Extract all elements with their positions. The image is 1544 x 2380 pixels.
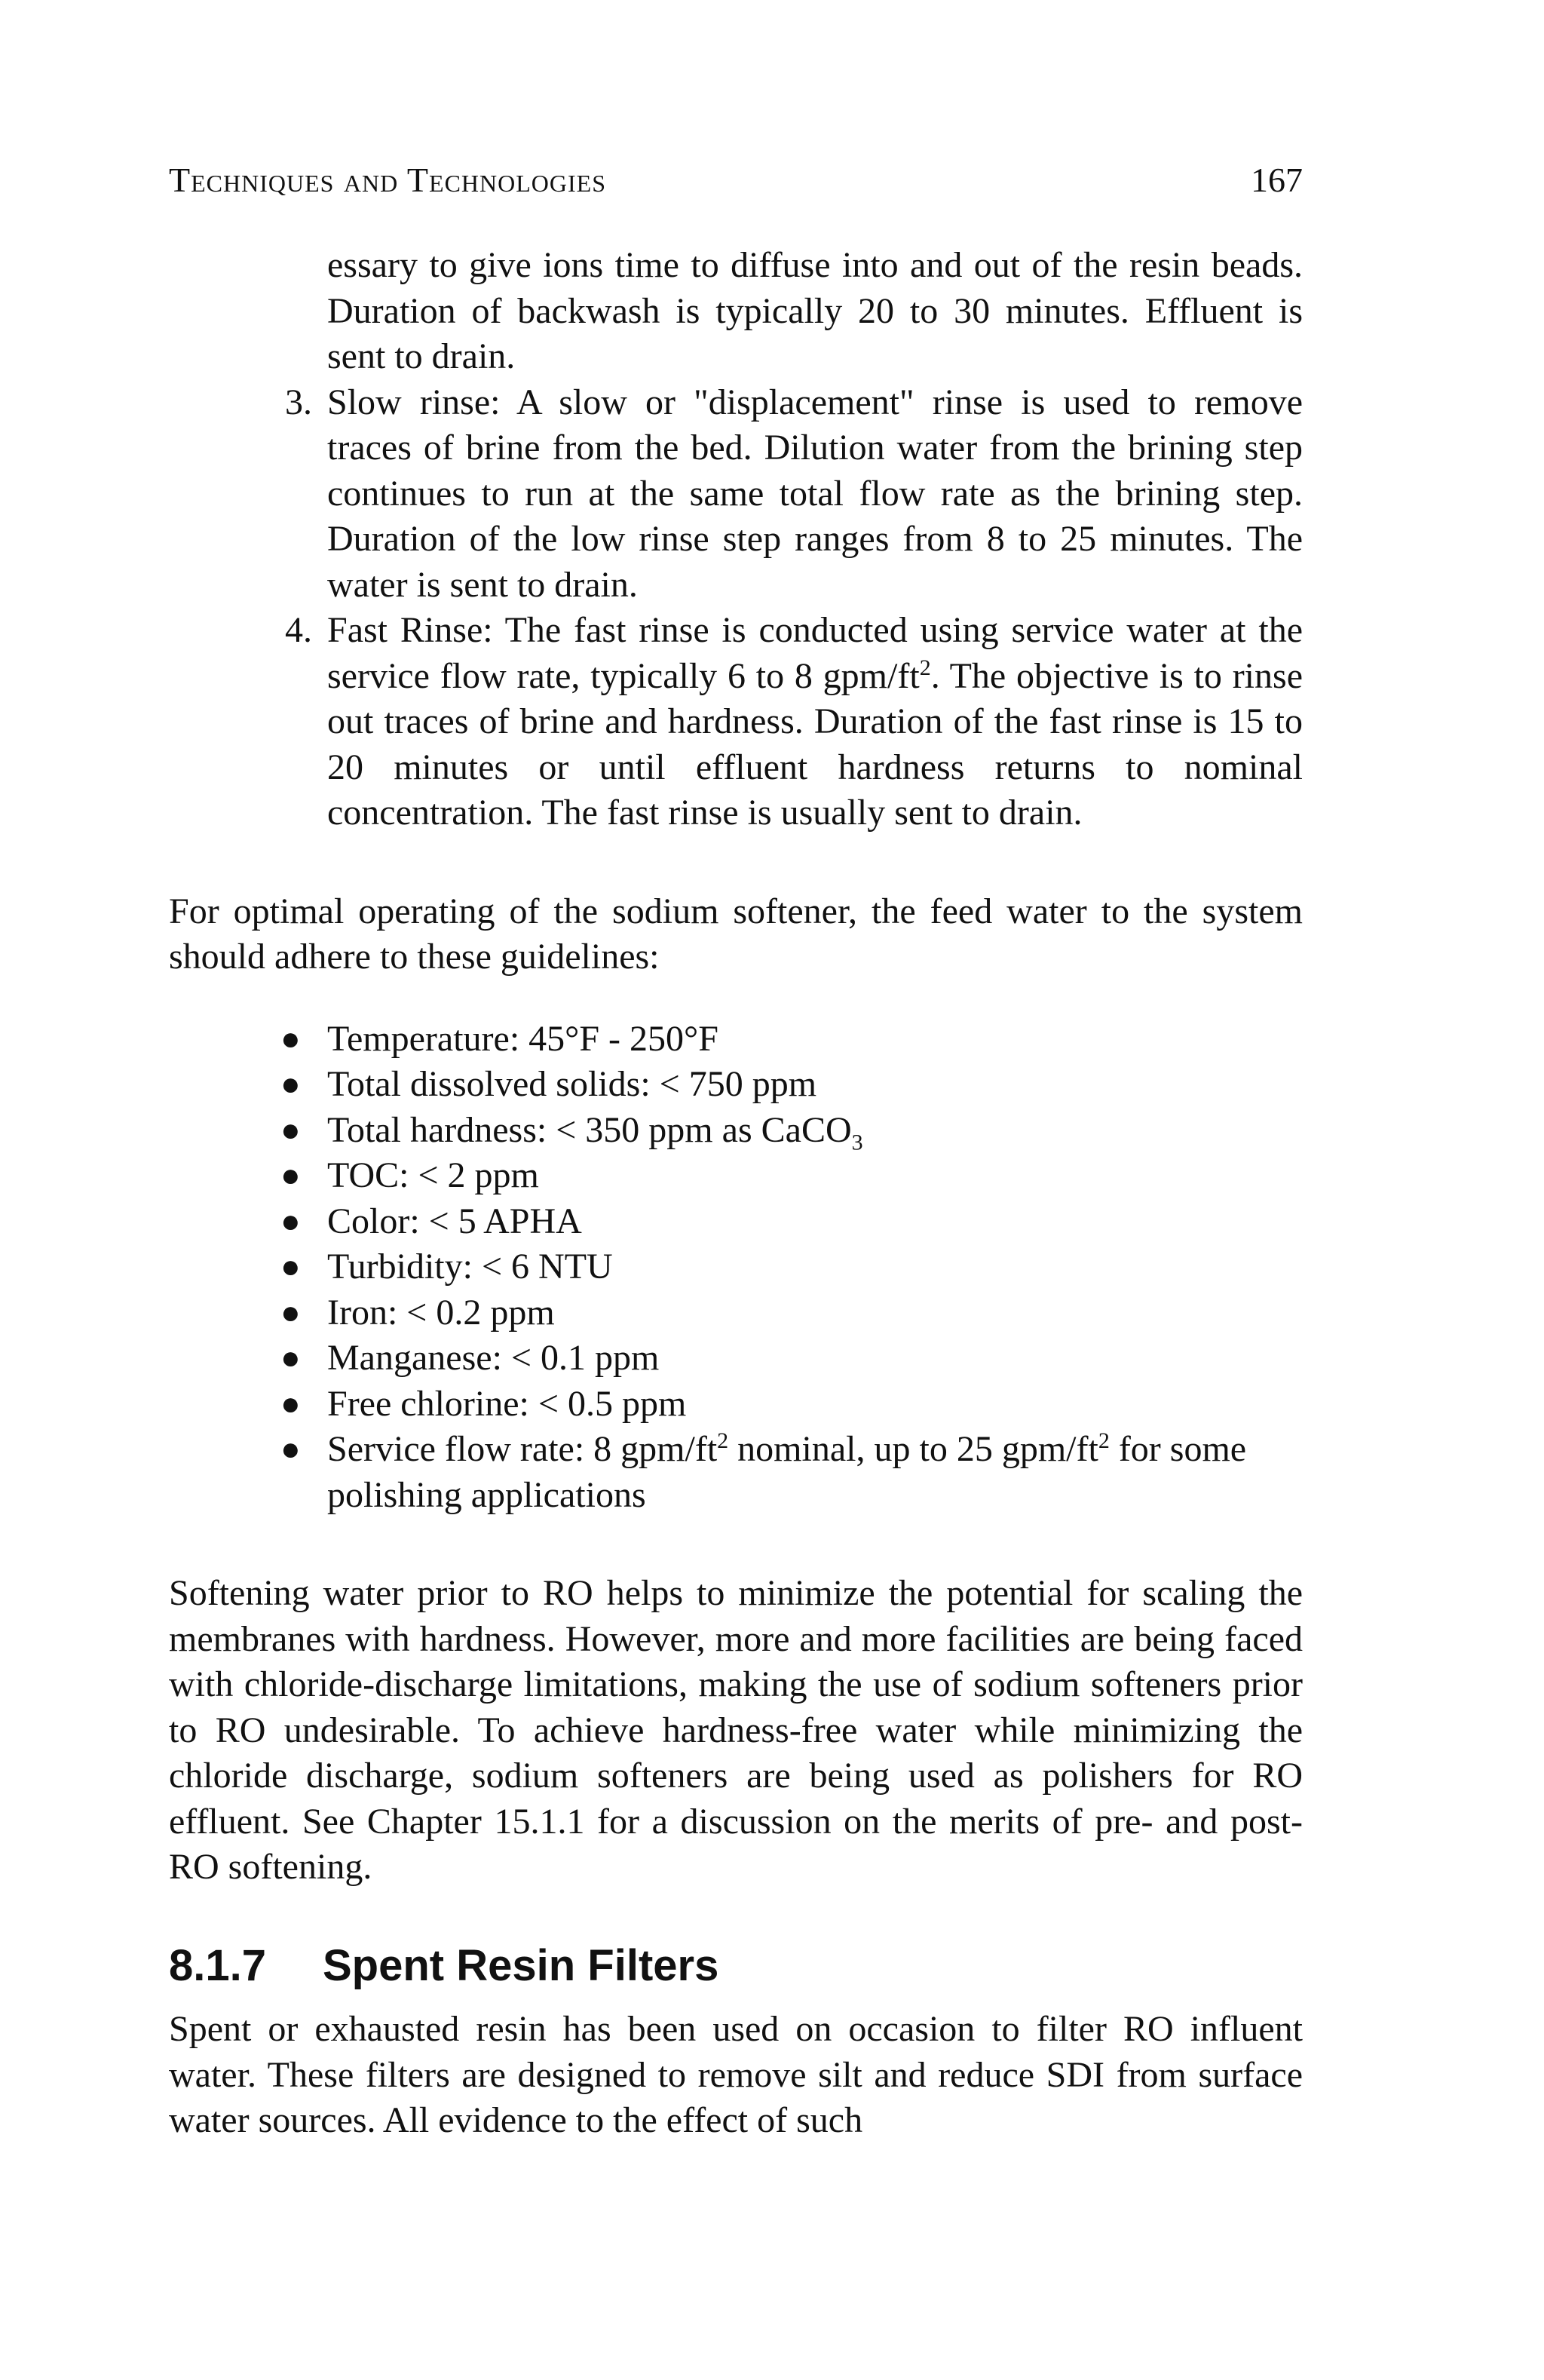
list-item: ● Service flow rate: 8 gpm/$ft^2$ nominal, up to 25 gpm/$ft^2$ for some polishing applications	[280, 1428, 1247, 1515]
bullet-icon: ●	[280, 1066, 301, 1103]
list-item: ● Free chlorine: < 0.5 ppm	[169, 1382, 1303, 1428]
step-number: 4.	[285, 610, 312, 650]
step-number: 3.	[285, 382, 312, 422]
bullet-icon: ●	[280, 1020, 301, 1057]
running-header	[169, 160, 1303, 200]
list-item: ● TOC: < 2 ppm	[169, 1153, 1303, 1199]
list-item	[169, 380, 1303, 609]
bullet-icon: ●	[280, 1248, 301, 1285]
list-item: ● Total hardness: < 350 ppm as CaCO$_3$	[169, 1108, 1303, 1154]
step-text: Fast Rinse: The fast rinse is conducted using service water at the service flow rate, typically 6 to 8 gpm/$ft^2$. The objective is to rinse out traces of brine and hardness. Duration of the fast rinse is 15 to 20 minutes or until effluent hardness returns to nominal concentration. The fast rinse is usually sent to drain.	[327, 610, 1304, 833]
steps-list	[169, 380, 1303, 836]
section-number: 8.1.7	[169, 1940, 266, 1990]
section-heading	[169, 1940, 1303, 1990]
step-text: Slow rinse: A slow or "displacement" rinse is used to remove traces of brine from the bed. Dilution water from the brining step continues to run at the same total flow rate as the brining step. Duration of the low rinse step ranges from 8 to 25 minutes. The water is sent to drain.	[327, 382, 1303, 605]
list-item: ● Temperature: 45°F - 250°F	[169, 1017, 1303, 1063]
list-item: ● Turbidity: < 6 NTU	[169, 1244, 1303, 1290]
section-title: Spent Resin Filters	[323, 1940, 719, 1990]
softening-paragraph: Softening water prior to RO helps to minimize the potential for scaling the membranes with hardness. However, more and more facilities are being faced with chloride-discharge limitations, making the use of sodium softeners prior to RO undesirable. To achieve hardness-free water while minimizing the chloride discharge, sodium softeners are being used as polishers for RO effluent. See Chapter 15.1.1 for a discussion on the merits of pre- and post-RO softening.	[169, 1573, 1303, 1887]
bullet-icon: ●	[280, 1385, 301, 1422]
page-number: 167	[1251, 161, 1303, 199]
list-item: ● Manganese: < 0.1 ppm	[169, 1336, 1303, 1382]
page-body	[169, 243, 1303, 2144]
bullet-icon: ●	[280, 1202, 301, 1240]
spent-resin-paragraph: Spent or exhausted resin has been used on occasion to filter RO influent water. These filters are designed to remove silt and reduce SDI from surface water sources. All evidence to the effect of such	[169, 2009, 1303, 2140]
list-item: ● Color: < 5 APHA	[169, 1199, 1303, 1245]
bullet-icon: ●	[280, 1431, 301, 1468]
bullet-icon: ●	[280, 1157, 301, 1194]
continuation-paragraph: essary to give ions time to diffuse into and out of the resin beads. Duration of backwash is typically 20 to 30 minutes. Effluent is sent to drain.	[327, 245, 1303, 376]
guidelines-intro: For optimal operating of the sodium softener, the feed water to the system should adhere to these guidelines:	[169, 891, 1303, 977]
bullet-icon: ●	[280, 1293, 301, 1331]
list-item: ● Total dissolved solids: < 750 ppm	[169, 1062, 1303, 1108]
guidelines-list	[169, 1017, 1303, 1519]
running-title: Techniques and Technologies	[169, 161, 607, 199]
list-item: ● Iron: < 0.2 ppm	[169, 1290, 1303, 1336]
bullet-icon: ●	[280, 1111, 301, 1149]
list-item	[169, 608, 1303, 836]
bullet-icon: ●	[280, 1339, 301, 1376]
